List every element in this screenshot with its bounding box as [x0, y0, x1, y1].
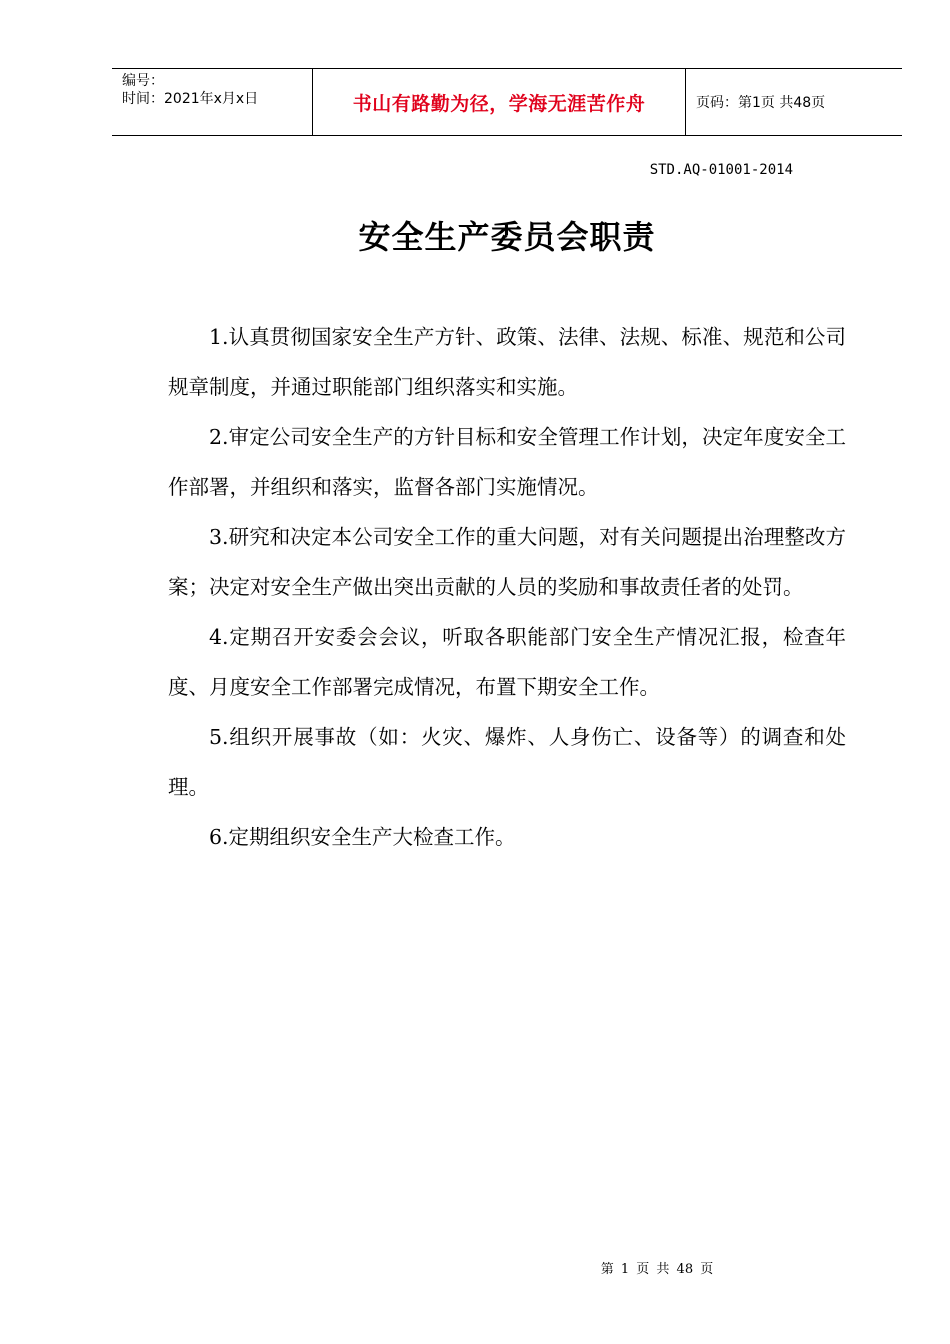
header-motto-cell — [313, 69, 686, 135]
body-paragraph: 1.认真贯彻国家安全生产方针、政策、法律、法规、标准、规范和公司规章制度，并通过职能部门组织落实和实施。 — [168, 325, 846, 399]
body-paragraph: 3.研究和决定本公司安全工作的重大问题，对有关问题提出治理整改方案；决定对安全生产做出突出贡献的人员的奖励和事故责任者的处罚。 — [168, 525, 846, 599]
body-paragraph: 6.定期组织安全生产大检查工作。 — [209, 825, 516, 849]
header-info-cell — [112, 69, 313, 135]
document-number-label: 编号： — [122, 73, 164, 89]
footer-page-number: 第 1 页 共 48 页 — [600, 1262, 714, 1277]
header-motto: 书山有路勤为径，学海无涯苦作舟 — [352, 92, 646, 115]
document-time-label: 时间：2021年x月x日 — [122, 91, 259, 107]
document-code: STD.AQ-01001-2014 — [649, 162, 793, 178]
body-paragraph: 4.定期召开安委会会议，听取各职能部门安全生产情况汇报，检查年度、月度安全工作部署完成情况，布置下期安全工作。 — [168, 625, 846, 699]
header-table — [112, 68, 902, 136]
page-footer — [0, 1258, 950, 1277]
document-body — [168, 312, 846, 862]
header-page-cell — [686, 69, 902, 135]
body-paragraph: 5.组织开展事故（如：火灾、爆炸、人身伤亡、设备等）的调查和处理。 — [168, 725, 846, 799]
body-paragraph: 2.审定公司安全生产的方针目标和安全管理工作计划，决定年度安全工作部署，并组织和落实，监督各部门实施情况。 — [168, 425, 846, 499]
header-page-info: 页码：第1页 共48页 — [696, 95, 826, 111]
document-title: 安全生产委员会职责 — [358, 218, 656, 256]
